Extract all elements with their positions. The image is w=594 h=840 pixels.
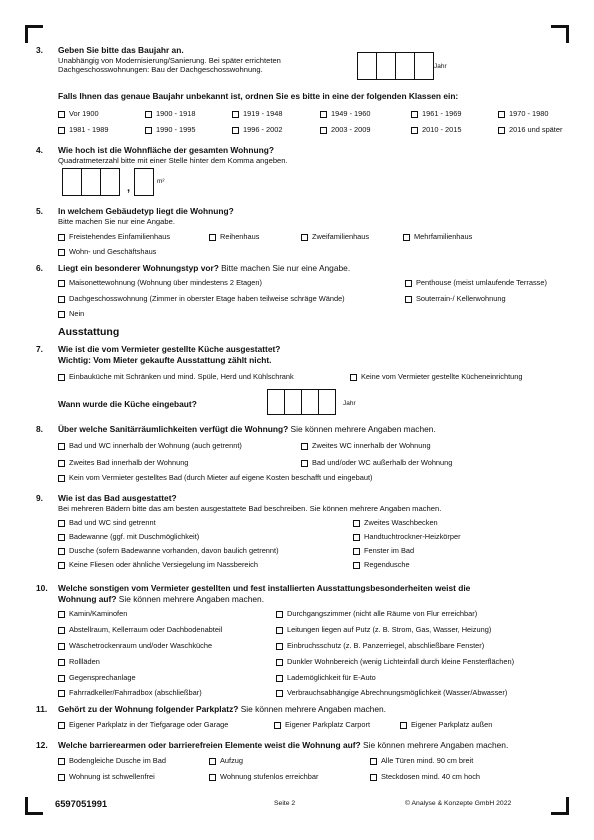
- year-input[interactable]: [357, 52, 433, 80]
- checkbox[interactable]: [209, 774, 216, 781]
- checkbox[interactable]: [320, 111, 327, 118]
- checkbox[interactable]: [58, 675, 65, 682]
- checkbox[interactable]: [58, 534, 65, 541]
- checkbox[interactable]: [276, 611, 283, 618]
- checkbox[interactable]: [405, 296, 412, 303]
- question-number: 8.: [36, 424, 43, 434]
- checkbox[interactable]: [58, 127, 65, 134]
- question-hint: Quadratmeterzahl bitte mit einer Stelle hinter dem Komma angeben.: [58, 155, 288, 165]
- option-year-class[interactable]: 1900 - 1918: [145, 109, 195, 119]
- checkbox[interactable]: [58, 562, 65, 569]
- option-feature[interactable]: Durchgangszimmer (nicht alle Räume von Flur erreichbar): [276, 609, 477, 619]
- option-sanitary[interactable]: Bad und/oder WC außerhalb der Wohnung: [301, 458, 452, 468]
- digit-box[interactable]: [62, 168, 82, 196]
- option-parking[interactable]: Eigener Parkplatz außen: [400, 720, 492, 730]
- option-bath[interactable]: Keine Fliesen oder ähnliche Versiegelung im Nassbereich: [58, 560, 258, 570]
- option-kitchen[interactable]: Keine vom Vermieter gestellte Kücheneinrichtung: [350, 372, 522, 382]
- question-7: [36, 344, 566, 365]
- checkbox[interactable]: [58, 722, 65, 729]
- question-number: 12.: [36, 740, 48, 750]
- question-number: 7.: [36, 344, 43, 354]
- checkbox[interactable]: [370, 774, 377, 781]
- question-title: Gehört zu der Wohnung folgender Parkplatz?: [58, 704, 239, 714]
- option-bath[interactable]: Zweites Waschbecken: [353, 518, 438, 528]
- option-feature[interactable]: Abstellraum, Kellerraum oder Dachbodenabteil: [58, 625, 222, 635]
- checkbox[interactable]: [58, 627, 65, 634]
- checkbox[interactable]: [411, 111, 418, 118]
- checkbox[interactable]: [276, 690, 283, 697]
- option-feature[interactable]: Rollläden: [58, 657, 100, 667]
- digit-box[interactable]: [395, 52, 415, 80]
- option-sanitary[interactable]: Zweites Bad innerhalb der Wohnung: [58, 458, 188, 468]
- unit-label: Jahr: [343, 400, 356, 407]
- section-title: Ausstattung: [58, 326, 120, 338]
- question-hint: Sie können mehrere Angaben machen.: [360, 740, 509, 750]
- question-8: [36, 424, 566, 435]
- checkbox[interactable]: [58, 548, 65, 555]
- checkbox[interactable]: [58, 611, 65, 618]
- question-title: Über welche Sanitärräumlichkeiten verfügt die Wohnung?: [58, 424, 289, 434]
- question-title: Welche sonstigen vom Vermieter gestellten und fest installierten Ausstattungsbesonderheiten weist die: [58, 583, 471, 593]
- option-apartment-type[interactable]: Dachgeschosswohnung (Zimmer in oberster Etage haben teilweise schräge Wände): [58, 294, 345, 304]
- checkbox[interactable]: [58, 690, 65, 697]
- unit-label: m²: [157, 178, 165, 185]
- option-parking[interactable]: Eigener Parkplatz in der Tiefgarage oder Garage: [58, 720, 228, 730]
- checkbox[interactable]: [301, 460, 308, 467]
- area-decimal-input[interactable]: [134, 168, 153, 196]
- option-feature[interactable]: Verbrauchsabhängige Abrechnungsmöglichkeit (Wasser/Abwasser): [276, 688, 507, 698]
- question-number: 11.: [36, 704, 48, 714]
- area-integer-input[interactable]: [62, 168, 119, 196]
- checkbox[interactable]: [232, 111, 239, 118]
- question-hint: Sie können mehrere Angaben machen.: [238, 704, 386, 714]
- checkbox[interactable]: [209, 758, 216, 765]
- option-building-type[interactable]: Freistehendes Einfamilienhaus: [58, 232, 170, 242]
- question-title: Geben Sie bitte das Baujahr an.: [58, 45, 184, 55]
- checkbox[interactable]: [276, 627, 283, 634]
- option-apartment-type[interactable]: Penthouse (meist umlaufende Terrasse): [405, 278, 547, 288]
- option-feature[interactable]: Dunkler Wohnbereich (wenig Lichteinfall durch kleine Fensterflächen): [276, 657, 514, 667]
- option-year-class[interactable]: 1996 - 2002: [232, 125, 282, 135]
- option-year-class[interactable]: 1981 - 1989: [58, 125, 108, 135]
- question-4: [36, 145, 566, 165]
- checkbox[interactable]: [276, 643, 283, 650]
- digit-box[interactable]: [376, 52, 396, 80]
- option-sanitary[interactable]: Kein vom Vermieter gestelltes Bad (durch Mieter auf eigene Kosten beschafft und eingebaut): [58, 473, 372, 483]
- option-bath[interactable]: Bad und WC sind getrennt: [58, 518, 156, 528]
- option-year-class[interactable]: 1919 - 1948: [232, 109, 282, 119]
- option-bath[interactable]: Handtuchtrockner-Heizkörper: [353, 532, 461, 542]
- option-building-type[interactable]: Wohn- und Geschäftshaus: [58, 247, 156, 257]
- corner-mark-top-left: [25, 25, 43, 43]
- question-hint: Unabhängig von Modernisierung/Sanierung. Bei später errichteten: [58, 55, 281, 65]
- option-sanitary[interactable]: Zweites WC innerhalb der Wohnung: [301, 441, 431, 451]
- option-year-class[interactable]: 1949 - 1960: [320, 109, 370, 119]
- option-bath[interactable]: Fenster im Bad: [353, 546, 414, 556]
- kitchen-year-label: Wann wurde die Küche eingebaut?: [58, 399, 197, 409]
- checkbox[interactable]: [353, 520, 360, 527]
- checkbox[interactable]: [58, 758, 65, 765]
- option-feature[interactable]: Lademöglichkeit für E-Auto: [276, 673, 376, 683]
- question-title: In welchem Gebäudetyp liegt die Wohnung?: [58, 206, 234, 216]
- option-accessibility[interactable]: Bodengleiche Dusche im Bad: [58, 756, 166, 766]
- option-sanitary[interactable]: Bad und WC innerhalb der Wohnung (auch getrennt): [58, 441, 242, 451]
- checkbox[interactable]: [145, 127, 152, 134]
- option-parking[interactable]: Eigener Parkplatz Carport: [274, 720, 370, 730]
- question-number: 6.: [36, 263, 43, 273]
- question-3: [36, 45, 566, 75]
- kitchen-year-input[interactable]: [267, 389, 335, 415]
- question-title: Wie ist das Bad ausgestattet?: [58, 493, 177, 503]
- digit-box[interactable]: [284, 389, 302, 415]
- option-bath[interactable]: Badewanne (ggf. mit Duschmöglichkeit): [58, 532, 199, 542]
- question-note: Wichtig: Vom Mieter gekaufte Ausstattung zählt nicht.: [58, 354, 272, 365]
- unit-label: Jahr: [434, 63, 447, 70]
- question-title: Wie hoch ist die Wohnfläche der gesamten Wohnung?: [58, 145, 274, 155]
- option-feature[interactable]: Einbruchsschutz (z. B. Panzerriegel, abschließbare Fenster): [276, 641, 484, 651]
- digit-box[interactable]: [100, 168, 120, 196]
- digit-box[interactable]: [318, 389, 336, 415]
- option-feature[interactable]: Wäschetrockenraum und/oder Waschküche: [58, 641, 212, 651]
- checkbox[interactable]: [350, 374, 357, 381]
- question-title: Liegt ein besonderer Wohnungstyp vor?: [58, 263, 219, 273]
- question-title: Welche barrierearmen oder barrierefreien Elemente weist die Wohnung auf?: [58, 740, 361, 750]
- checkbox[interactable]: [58, 643, 65, 650]
- copyright: © Analyse & Konzepte GmbH 2022: [405, 800, 512, 807]
- checkbox[interactable]: [232, 127, 239, 134]
- option-year-class[interactable]: 1961 - 1969: [411, 109, 461, 119]
- option-accessibility[interactable]: Wohnung stufenlos erreichbar: [209, 772, 318, 782]
- checkbox[interactable]: [370, 758, 377, 765]
- question-6: [36, 263, 566, 274]
- question-number: 10.: [36, 583, 48, 593]
- option-apartment-type[interactable]: Nein: [58, 309, 84, 319]
- option-accessibility[interactable]: Wohnung ist schwellenfrei: [58, 772, 155, 782]
- option-accessibility[interactable]: Alle Türen mind. 90 cm breit: [370, 756, 473, 766]
- checkbox[interactable]: [209, 234, 216, 241]
- checkbox[interactable]: [58, 374, 65, 381]
- option-feature[interactable]: Fahrradkeller/Fahrradbox (abschließbar): [58, 688, 202, 698]
- checkbox[interactable]: [58, 249, 65, 256]
- digit-box[interactable]: [414, 52, 434, 80]
- checkbox[interactable]: [301, 443, 308, 450]
- question-10: [36, 583, 566, 604]
- checkbox[interactable]: [498, 127, 505, 134]
- question-number: 4.: [36, 145, 43, 155]
- checkbox[interactable]: [405, 280, 412, 287]
- option-accessibility[interactable]: Aufzug: [209, 756, 243, 766]
- checkbox[interactable]: [301, 234, 308, 241]
- option-building-type[interactable]: Zweifamilienhaus: [301, 232, 369, 242]
- checkbox[interactable]: [58, 520, 65, 527]
- option-feature[interactable]: Gegensprechanlage: [58, 673, 136, 683]
- question-title: Wohnung auf?: [58, 593, 117, 604]
- checkbox[interactable]: [58, 774, 65, 781]
- corner-mark-bottom-left: [25, 797, 43, 815]
- checkbox[interactable]: [145, 111, 152, 118]
- question-hint: Bitte machen Sie nur eine Angabe.: [218, 263, 351, 273]
- digit-box[interactable]: [301, 389, 319, 415]
- option-building-type[interactable]: Mehrfamilienhaus: [403, 232, 472, 242]
- question-title: Wie ist die vom Vermieter gestellte Küche ausgestattet?: [58, 344, 281, 354]
- option-feature[interactable]: Kamin/Kaminofen: [58, 609, 127, 619]
- checkbox[interactable]: [353, 548, 360, 555]
- checkbox[interactable]: [353, 534, 360, 541]
- option-year-class[interactable]: 2010 - 2015: [411, 125, 461, 135]
- question-hint: Bei mehreren Bädern bitte das am besten ausgestattete Bad beschreiben. Sie können mehrere Angaben machen.: [58, 503, 442, 513]
- question-12: [36, 740, 566, 751]
- checkbox[interactable]: [58, 659, 65, 666]
- digit-box[interactable]: [81, 168, 101, 196]
- checkbox[interactable]: [58, 111, 65, 118]
- checkbox[interactable]: [58, 475, 65, 482]
- option-bath[interactable]: Regendusche: [353, 560, 410, 570]
- question-number: 9.: [36, 493, 43, 503]
- option-feature[interactable]: Leitungen liegen auf Putz (z. B. Strom, Gas, Wasser, Heizung): [276, 625, 491, 635]
- option-bath[interactable]: Dusche (sofern Badewanne vorhanden, davon baulich getrennt): [58, 546, 279, 556]
- option-year-class[interactable]: 2016 und später: [498, 125, 562, 135]
- corner-mark-bottom-right: [551, 797, 569, 815]
- option-accessibility[interactable]: Steckdosen mind. 40 cm hoch: [370, 772, 480, 782]
- question-11: [36, 704, 566, 715]
- option-building-type[interactable]: Reihenhaus: [209, 232, 259, 242]
- checkbox[interactable]: [276, 659, 283, 666]
- checkbox[interactable]: [403, 234, 410, 241]
- option-kitchen[interactable]: Einbauküche mit Schränken und mind. Spüle, Herd und Kühlschrank: [58, 372, 294, 382]
- checkbox[interactable]: [58, 443, 65, 450]
- question-number: 5.: [36, 206, 43, 216]
- question-hint: Dachgeschosswohnungen: Bau der Dachgeschosswohnung.: [58, 65, 263, 74]
- option-year-class[interactable]: Vor 1900: [58, 109, 99, 119]
- digit-box[interactable]: [357, 52, 377, 80]
- checkbox[interactable]: [58, 296, 65, 303]
- option-year-class[interactable]: 1970 - 1980: [498, 109, 548, 119]
- form-id: 6597051991: [55, 798, 108, 809]
- digit-box[interactable]: [134, 168, 154, 196]
- checkbox[interactable]: [276, 675, 283, 682]
- checkbox[interactable]: [400, 722, 407, 729]
- checkbox[interactable]: [320, 127, 327, 134]
- decimal-comma: ,: [127, 182, 131, 194]
- checkbox[interactable]: [58, 280, 65, 287]
- corner-mark-top-right: [551, 25, 569, 43]
- question-number: 3.: [36, 45, 43, 55]
- option-year-class[interactable]: 1990 - 1995: [145, 125, 195, 135]
- page-number: Seite 2: [274, 800, 296, 807]
- option-apartment-type[interactable]: Maisonettewohnung (Wohnung über mindestens 2 Etagen): [58, 278, 262, 288]
- option-apartment-type[interactable]: Souterrain-/ Kellerwohnung: [405, 294, 506, 304]
- checkbox[interactable]: [274, 722, 281, 729]
- question-5: [36, 206, 566, 226]
- option-year-class[interactable]: 2003 - 2009: [320, 125, 370, 135]
- checkbox[interactable]: [58, 460, 65, 467]
- digit-box[interactable]: [267, 389, 285, 415]
- checkbox[interactable]: [58, 311, 65, 318]
- checkbox[interactable]: [498, 111, 505, 118]
- question-hint: Bitte machen Sie nur eine Angabe.: [58, 216, 175, 226]
- question-hint: Sie können mehrere Angaben machen.: [116, 593, 265, 604]
- year-classes-title: Falls Ihnen das genaue Baujahr unbekannt ist, ordnen Sie es bitte in eine der folgenden Klassen ein:: [58, 91, 459, 101]
- question-9: [36, 493, 566, 513]
- question-hint: Sie können mehrere Angaben machen.: [288, 424, 436, 434]
- checkbox[interactable]: [353, 562, 360, 569]
- checkbox[interactable]: [411, 127, 418, 134]
- checkbox[interactable]: [58, 234, 65, 241]
